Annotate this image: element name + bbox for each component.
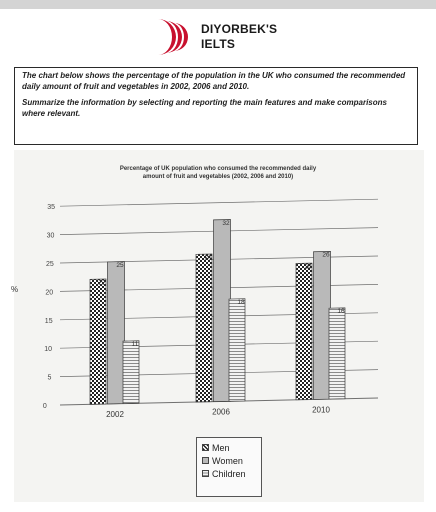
bar-women-2010 — [314, 251, 331, 399]
y-tick-label: 5 — [47, 374, 52, 382]
bar-women-2006 — [214, 219, 231, 401]
data-label: 25 — [116, 261, 124, 269]
data-label: 26 — [204, 254, 212, 262]
bar-men-2006 — [196, 254, 212, 402]
data-label: 32 — [222, 219, 230, 227]
chart-legend — [196, 437, 262, 497]
y-tick-label: 20 — [45, 289, 54, 297]
bar-children-2010 — [329, 308, 345, 399]
chart-title-line-2: amount of fruit and vegetables (2002, 2006 and 2010) — [142, 174, 294, 180]
x-tick-label: 2010 — [312, 405, 330, 415]
bar-children-2002 — [123, 341, 139, 404]
bar-men-2010 — [296, 263, 312, 400]
legend-swatch-men — [202, 444, 209, 451]
task-instruction: Summarize the information by selecting and reporting the main features and make comparisons where relevant. — [22, 98, 387, 118]
brand-line-1: DIYORBEK'S — [201, 22, 278, 36]
legend-item-women — [202, 454, 261, 467]
x-tick-label: 2002 — [106, 409, 124, 419]
legend-swatch-women — [202, 457, 209, 464]
data-label: 16 — [337, 308, 345, 316]
legend-item-men — [202, 441, 261, 454]
bar-women-2002 — [108, 262, 125, 404]
y-tick-label: 0 — [42, 403, 47, 410]
brand-line-2: IELTS — [201, 37, 236, 51]
bar-men-2002 — [90, 279, 106, 404]
legend-label-men: Men — [212, 442, 230, 453]
x-tick-label: 2006 — [212, 407, 230, 417]
gridline — [60, 199, 378, 206]
data-label: 18 — [237, 299, 245, 307]
task-prompt: The chart below shows the percentage of the population in the UK who consumed the recommended daily amount of fruit and vegetables in 2002, 2006 and 2010. — [22, 71, 406, 91]
legend-label-women: Women — [212, 455, 243, 466]
legend-label-children: Children — [212, 468, 246, 479]
chart-title-line-1: Percentage of UK population who consumed the recommended daily — [119, 166, 317, 172]
y-tick-label: 15 — [44, 317, 53, 325]
data-label: 24 — [304, 263, 312, 271]
legend-item-children — [202, 467, 261, 480]
data-label: 22 — [98, 279, 106, 287]
legend-swatch-children — [202, 470, 209, 477]
y-tick-label: 30 — [46, 232, 55, 240]
bar-children-2006 — [229, 299, 245, 402]
y-tick-label: 10 — [44, 346, 52, 354]
y-axis-label: % — [11, 285, 19, 294]
y-tick-label: 35 — [47, 204, 55, 212]
data-label: 26 — [322, 251, 330, 259]
data-label: 11 — [131, 341, 139, 349]
y-tick-label: 25 — [46, 261, 54, 268]
